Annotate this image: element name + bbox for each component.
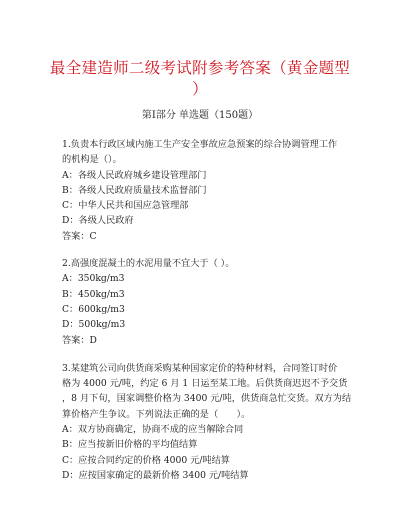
option-b: B：应当按新旧价格的平均值结算 bbox=[62, 439, 198, 451]
part-heading: 第Ⅰ部分 单选题（150题） bbox=[141, 110, 259, 121]
option-d: D：应按国家确定的最新价格 3400 元/吨结算 bbox=[62, 469, 249, 481]
question-text: 1.负责本行政区域内施工生产安全事故应急预案的综合协调管理工作 bbox=[62, 139, 338, 150]
document-title-line: 最全建造师二级考试附参考答案（黄金题型 bbox=[49, 59, 351, 77]
option-b: B：各级人民政府质量技术监督部门 bbox=[62, 184, 207, 196]
option-c: C：应按合同约定的价格 4000 元/吨结算 bbox=[62, 454, 230, 466]
question-text: 的机构是（）。 bbox=[62, 154, 122, 166]
option-a: A：350kg/m3 bbox=[62, 273, 125, 285]
answer: 答案：C bbox=[62, 230, 97, 242]
question-2 bbox=[62, 256, 342, 348]
option-d: D：500kg/m3 bbox=[62, 319, 126, 331]
question-1 bbox=[62, 137, 342, 244]
question-text: 2.高强度混凝土的水泥用量不宜大于（ ）。 bbox=[62, 258, 235, 270]
question-text: 格为 4000 元/吨，约定 6 月 1 日运至某工地。后供货商迟迟不予交货 bbox=[62, 378, 348, 390]
option-d: D：各级人民政府 bbox=[62, 215, 134, 227]
option-a: A：双方协商确定，协商不成的应当解除合同 bbox=[62, 424, 244, 436]
question-3 bbox=[62, 361, 352, 483]
spacer bbox=[62, 244, 342, 256]
question-list bbox=[62, 137, 352, 483]
option-c: C：600kg/m3 bbox=[62, 303, 125, 315]
question-text: 3.某建筑公司向供货商采购某种国家定价的特种材料，合同签订时价 bbox=[62, 362, 338, 374]
spacer bbox=[62, 348, 342, 361]
document-title-line: ） bbox=[192, 80, 208, 98]
document-title bbox=[40, 58, 360, 100]
option-c: C：中华人民共和国应急管理部 bbox=[62, 200, 189, 212]
option-b: B：450kg/m3 bbox=[62, 288, 125, 300]
option-a: A：各级人民政府城乡建设管理部门 bbox=[62, 169, 207, 181]
answer: 答案：D bbox=[62, 334, 97, 346]
question-text: 算价格产生争议。下列说法正确的是（ ）。 bbox=[62, 408, 251, 420]
question-text: ，8 月下旬，国家调整价格为 3400 元/吨，供货商急忙交货。双方为结 bbox=[62, 393, 352, 405]
